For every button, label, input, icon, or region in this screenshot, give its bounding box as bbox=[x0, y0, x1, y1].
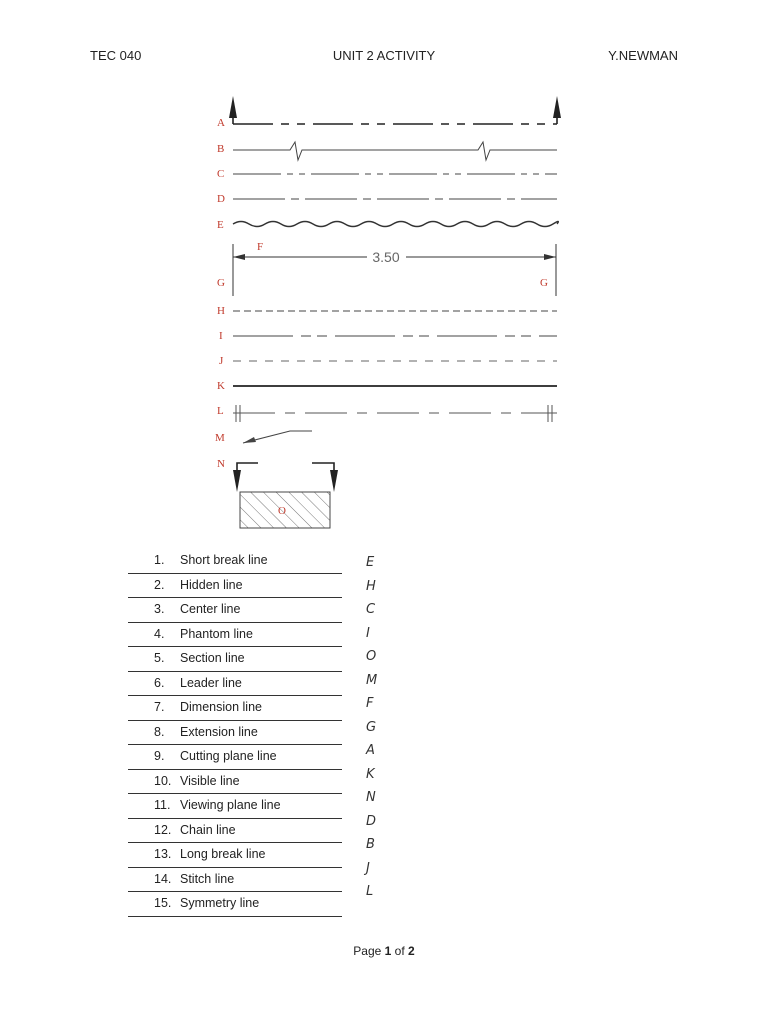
line-b-long-break bbox=[233, 142, 557, 160]
answer-letter: B bbox=[366, 837, 375, 852]
question-item bbox=[128, 599, 342, 623]
header-course: TEC 040 bbox=[90, 48, 142, 63]
answer-letter: I bbox=[366, 625, 370, 641]
question-number: 9. bbox=[154, 749, 165, 763]
label-h: H bbox=[217, 305, 225, 317]
answer-letter: C bbox=[366, 602, 376, 617]
answer-letter: A bbox=[366, 743, 375, 758]
question-text: Short break line bbox=[180, 553, 268, 567]
label-o: O bbox=[278, 505, 286, 517]
question-item bbox=[128, 648, 342, 672]
question-text: Phantom line bbox=[180, 626, 253, 641]
question-item bbox=[128, 820, 342, 844]
question-text: Chain line bbox=[180, 822, 236, 837]
answer-letter: D bbox=[366, 813, 377, 829]
answer-letter: F bbox=[366, 696, 374, 711]
label-l: L bbox=[217, 405, 224, 417]
label-f: F bbox=[257, 241, 264, 253]
question-text: Cutting plane line bbox=[180, 749, 277, 763]
question-number: 8. bbox=[154, 724, 165, 739]
question-item bbox=[128, 673, 342, 697]
question-item bbox=[128, 893, 342, 917]
question-text: Center line bbox=[180, 602, 241, 616]
question-text: Long break line bbox=[180, 847, 266, 861]
question-item bbox=[128, 575, 342, 599]
label-m: M bbox=[215, 432, 225, 444]
answer-letter: L bbox=[366, 884, 374, 899]
footer-mid: of bbox=[391, 944, 409, 958]
question-item bbox=[128, 844, 342, 868]
question-number: 11. bbox=[154, 798, 171, 812]
label-d: D bbox=[217, 193, 225, 205]
label-b: B bbox=[217, 143, 225, 155]
answer-letter: E bbox=[366, 555, 375, 570]
label-g-left: G bbox=[217, 277, 225, 289]
question-number: 13. bbox=[154, 847, 172, 861]
question-item bbox=[128, 722, 342, 746]
question-item bbox=[128, 550, 342, 574]
question-number: 7. bbox=[154, 700, 165, 714]
question-number: 3. bbox=[154, 602, 165, 616]
answer-letter: G bbox=[366, 719, 377, 735]
question-text: Dimension line bbox=[180, 700, 262, 714]
question-text: Symmetry line bbox=[180, 896, 260, 910]
label-k: K bbox=[217, 380, 225, 392]
question-text: Stitch line bbox=[180, 871, 235, 886]
question-number: 6. bbox=[154, 675, 165, 690]
question-item bbox=[128, 771, 342, 795]
page-footer bbox=[0, 944, 768, 958]
question-text: Hidden line bbox=[180, 577, 243, 592]
answer-letter: H bbox=[366, 578, 376, 594]
label-g-right: G bbox=[540, 277, 548, 289]
question-text: Section line bbox=[180, 651, 245, 665]
answer-letter: O bbox=[366, 649, 377, 664]
header-author: Y.NEWMAN bbox=[608, 48, 678, 63]
label-c: C bbox=[217, 168, 225, 180]
question-item bbox=[128, 697, 342, 721]
label-i: I bbox=[219, 330, 223, 342]
answer-letter: M bbox=[366, 672, 378, 688]
question-number: 10. bbox=[154, 773, 172, 788]
question-number: 12. bbox=[154, 822, 172, 837]
label-e: E bbox=[217, 219, 224, 231]
answer-letter: N bbox=[366, 790, 376, 805]
answer-letter: K bbox=[366, 766, 375, 782]
question-item bbox=[128, 795, 342, 819]
dimension-value: 3.50 bbox=[372, 249, 400, 265]
question-list bbox=[128, 550, 342, 918]
question-text: Visible line bbox=[180, 773, 240, 788]
question-number: 5. bbox=[154, 651, 165, 665]
label-a: A bbox=[217, 117, 225, 129]
answer-letter: J bbox=[366, 860, 370, 876]
question-text: Leader line bbox=[180, 675, 242, 690]
footer-prefix: Page bbox=[353, 944, 385, 958]
line-m-leader bbox=[243, 431, 312, 443]
question-number: 1. bbox=[154, 553, 165, 567]
question-item bbox=[128, 869, 342, 893]
footer-page-number: 1 bbox=[384, 944, 392, 958]
question-number: 2. bbox=[154, 577, 165, 592]
label-n: N bbox=[217, 458, 225, 470]
question-item bbox=[128, 746, 342, 770]
line-l-symmetry bbox=[233, 405, 557, 422]
line-n-viewing-plane bbox=[233, 463, 338, 492]
answer-list bbox=[360, 550, 400, 903]
line-a-cutting-plane bbox=[229, 96, 561, 124]
question-text: Viewing plane line bbox=[180, 798, 281, 812]
question-number: 14. bbox=[154, 871, 172, 886]
line-e-short-break bbox=[233, 222, 558, 227]
header-title: UNIT 2 ACTIVITY bbox=[332, 48, 436, 63]
footer-page-total: 2 bbox=[408, 944, 415, 958]
question-number: 4. bbox=[154, 626, 165, 641]
question-item bbox=[128, 624, 342, 648]
question-number: 15. bbox=[154, 896, 172, 910]
question-text: Extension line bbox=[180, 724, 258, 739]
label-j: J bbox=[219, 355, 224, 367]
